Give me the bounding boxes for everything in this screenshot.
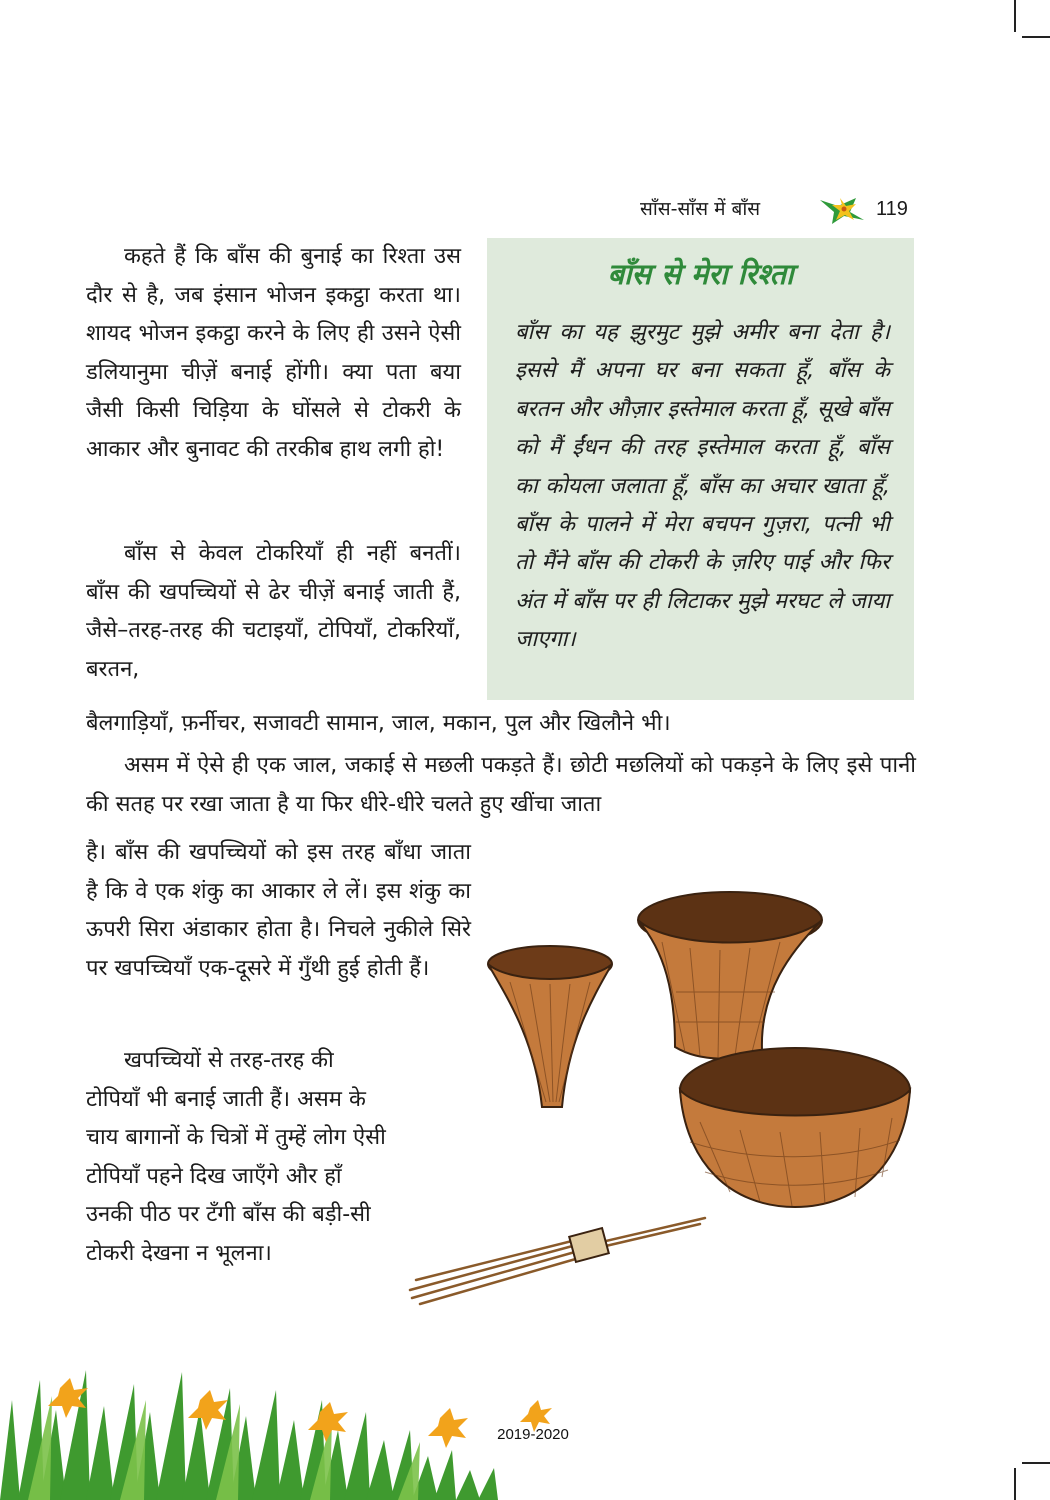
paragraph-cone-shape: है। बाँस की खपच्चियों को इस तरह बाँधा जाता है कि वे एक शंकु का आकार ले लें। इस शंकु का ऊपरी सिरा अंडाकार होता है। निचले नुकीले सिरे पर खपच्चियाँ एक-दूसरे में गुँथी हुई होती हैं। [86, 840, 471, 981]
paragraph-weaving-origin: कहते हैं कि बाँस की बुनाई का रिश्ता उस दौर से है, जब इंसान भोजन इकट्ठा करता था। शायद भोजन इकट्ठा करने के लिए ही उसने ऐसी डलियानुमा चीज़ें बनाई होंगी। क्या पता बया जैसी किसी चिड़िया के घोंसले से टोकरी के आकार और बुनावट की तरकीब हाथ लगी हो! [86, 244, 461, 462]
crop-mark-top-vertical [1014, 0, 1016, 32]
crop-mark-bottom-vertical [1014, 1468, 1016, 1500]
chapter-running-title: साँस-साँस में बाँस [640, 198, 761, 220]
crop-mark-top-horizontal [1022, 36, 1050, 38]
box-text: बाँस का यह झुरमुट मुझे अमीर बना देता है। इससे मैं अपना घर बना सकता हूँ, बाँस के बरतन और औज़ार इस्तेमाल करता हूँ, सूखे बाँस को मैं ईंधन की तरह इस्तेमाल करता हूँ, बाँस का कोयला जलाता हूँ, बाँस का अचार खाता हूँ, बाँस के पालने में मेरा बचपन गुज़रा, पत्नी भी तो मैंने बाँस की टोकरी के ज़रिए पाई और फिर अंत में बाँस पर ही लिटाकर मुझे मरघट ले जाया जाएगा। [515, 320, 890, 653]
paragraph-hats: खपच्चियों से तरह-तरह की टोपियाँ भी बनाई जाती हैं। असम के चाय बागानों के चित्रों में तुम्हें लोग ऐसी टोपियाँ पहने दिख जाएँगे और हाँ उनकी पीठ पर टँगी बाँस की बड़ी-सी टोकरी देखना न भूलना। [86, 1048, 386, 1266]
running-header [640, 192, 920, 226]
star-flower-icon [816, 192, 876, 226]
crop-mark-bottom-horizontal [1022, 1462, 1050, 1464]
paragraph-bamboo-items-continued: बैलगाड़ियाँ, फ़र्नीचर, सजावटी सामान, जाल, मकान, पुल और खिलौने भी। [86, 711, 671, 736]
grass-decoration [0, 1360, 560, 1500]
paragraph-bamboo-items: बाँस से केवल टोकरियाँ ही नहीं बनतीं। बाँस की खपच्चियों से ढेर चीज़ें बनाई जाती हैं, जैसे–तरह-तरह की चटाइयाँ, टोपियाँ, टोकरियाँ, बरतन, [86, 541, 461, 682]
academic-year: 2019-2020 [497, 1426, 569, 1443]
paragraph-jakai-net: असम में ऐसे ही एक जाल, जकाई से मछली पकड़ते हैं। छोटी मछलियों को पकड़ने के लिए इसे पानी की सतह पर रखा जाता है या फिर धीरे-धीरे चलते हुए खींचा जाता [86, 753, 916, 817]
page-number: 119 [876, 198, 908, 220]
box-title: बाँस से मेरा रिश्ता [607, 257, 794, 291]
basket-illustration [400, 872, 920, 1312]
relationship-box [487, 238, 914, 700]
